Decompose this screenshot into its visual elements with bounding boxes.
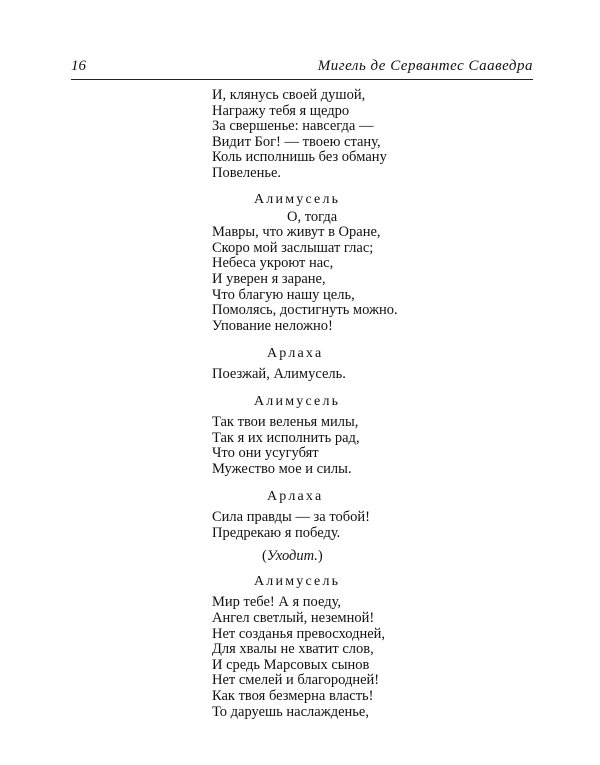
- verse-line: Для хвалы не хватит слов,: [212, 641, 374, 658]
- verse-line: И средь Марсовых сынов: [212, 656, 370, 673]
- verse-line: Предрекаю я победу.: [212, 524, 341, 541]
- stage-direction-open-paren: (: [262, 548, 267, 565]
- speaker-name: Алимусель: [254, 191, 341, 207]
- verse-line: Что благую нашу цель,: [212, 286, 355, 303]
- verse-stanza-2: [212, 225, 532, 334]
- verse-line: Коль исполнишь без обману: [212, 149, 387, 166]
- verse-line: То даруешь наслажденье,: [212, 703, 369, 720]
- speaker-name: Алимусель: [254, 574, 341, 590]
- verse-line: Ангел светлый, неземной!: [212, 610, 375, 627]
- verse-line: Так твои веленья милы,: [212, 413, 359, 430]
- verse-line: Мир тебе! А я поеду,: [212, 594, 341, 611]
- stage-direction-text: Уходит.: [266, 548, 318, 565]
- verse-line: Что они усугубят: [212, 445, 319, 462]
- verse-line: За свершенье: навсегда —: [212, 118, 374, 135]
- verse-line: Повеленье.: [212, 164, 282, 181]
- verse-stanza-4: [212, 415, 532, 477]
- running-title: Мигель де Сервантес Сааведра: [317, 58, 533, 74]
- verse-line: Мавры, что живут в Оране,: [212, 224, 381, 241]
- verse-line: Скоро мой заслышат глас;: [212, 239, 374, 256]
- stage-direction-close-paren: ): [317, 548, 323, 565]
- play-text: [0, 88, 600, 720]
- verse-line: Видит Бог! — твоею стану,: [212, 133, 381, 150]
- verse-line: И, клянусь своей душой,: [212, 87, 366, 103]
- verse-line: Мужество мое и силы.: [212, 460, 352, 477]
- verse-line: Поезжай, Алимусель.: [212, 366, 346, 383]
- verse-line: Небеса укроют нас,: [212, 255, 334, 272]
- verse-stanza-1: [212, 88, 532, 182]
- verse-line: Как твоя безмерна власть!: [212, 688, 374, 705]
- verse-line: Так я их исполнить рад,: [212, 429, 360, 446]
- verse-line: Упование неложно!: [212, 317, 333, 334]
- page-header: [71, 58, 533, 80]
- verse-line: Нет созданья превосходней,: [212, 625, 386, 642]
- verse-line: И уверен я заране,: [212, 270, 326, 287]
- speaker-name: Арлаха: [267, 346, 324, 362]
- header-rule: [71, 79, 533, 80]
- verse-stanza-6: [212, 595, 532, 720]
- speaker-name: Алимусель: [254, 393, 341, 409]
- verse-line: Награжу тебя я щедро: [212, 102, 350, 119]
- verse-stanza-3: [212, 367, 532, 383]
- verse-line: Помолясь, достигнуть можно.: [212, 302, 398, 319]
- verse-line: Нет смелей и благородней!: [212, 672, 380, 689]
- speaker-name: Арлаха: [267, 489, 324, 505]
- stage-direction: [262, 548, 600, 564]
- verse-line: Сила правды — за тобой!: [212, 509, 370, 526]
- verse-line-indented: О, тогда: [287, 208, 338, 225]
- page-number: 16: [71, 58, 86, 74]
- verse-stanza-5: [212, 510, 532, 541]
